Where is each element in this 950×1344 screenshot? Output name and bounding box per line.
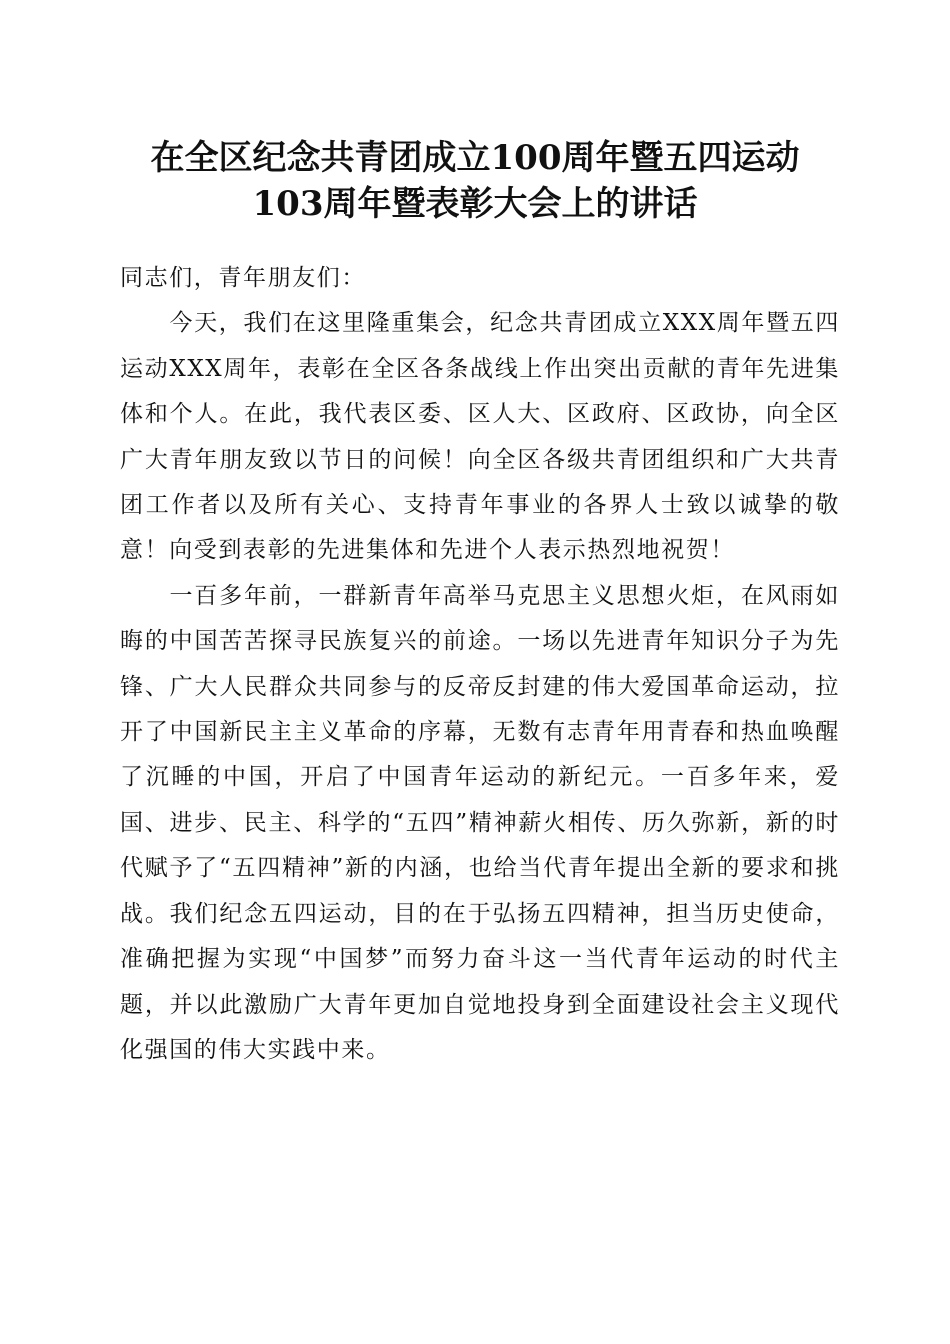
- page-title: [100, 135, 850, 227]
- salutation: 同志们，青年朋友们：: [120, 265, 366, 291]
- title-line-2: 103周年暨表彰大会上的讲话: [252, 184, 698, 224]
- document-body: [120, 256, 840, 1073]
- paragraph-2: 一百多年前，一群新青年高举马克思主义思想火炬，在风雨如晦的中国苦苦探寻民族复兴的前途。一场以先进青年知识分子为先锋、广大人民群众共同参与的反帝反封建的伟大爱国革命运动，拉开了中国新民主主义革命的序幕，无数有志青年用青春和热血唤醒了沉睡的中国，开启了中国青年运动的新纪元。一百多年来，爱国、进步、民主、科学的“五四”精神薪火相传、历久弥新，新的时代赋予了“五四精神”新的内涵，也给当代青年提出全新的要求和挑战。我们纪念五四运动，目的在于弘扬五四精神，担当历史使命，准确把握为实现“中国梦”而努力奋斗这一当代青年运动的时代主题，并以此激励广大青年更加自觉地投身到全面建设社会主义现代化强国的伟大实践中来。: [120, 582, 840, 1063]
- title-line-1: 在全区纪念共青团成立100周年暨五四运动: [150, 138, 800, 178]
- paragraph-1: 今天，我们在这里隆重集会，纪念共青团成立XXX周年暨五四运动XXX周年，表彰在全区各条战线上作出突出贡献的青年先进集体和个人。在此，我代表区委、区人大、区政府、区政协，向全区广大青年朋友致以节日的问候！向全区各级共青团组织和广大共青团工作者以及所有关心、支持青年事业的各界人士致以诚挚的敬意！向受到表彰的先进集体和先进个人表示热烈地祝贺！: [120, 310, 840, 564]
